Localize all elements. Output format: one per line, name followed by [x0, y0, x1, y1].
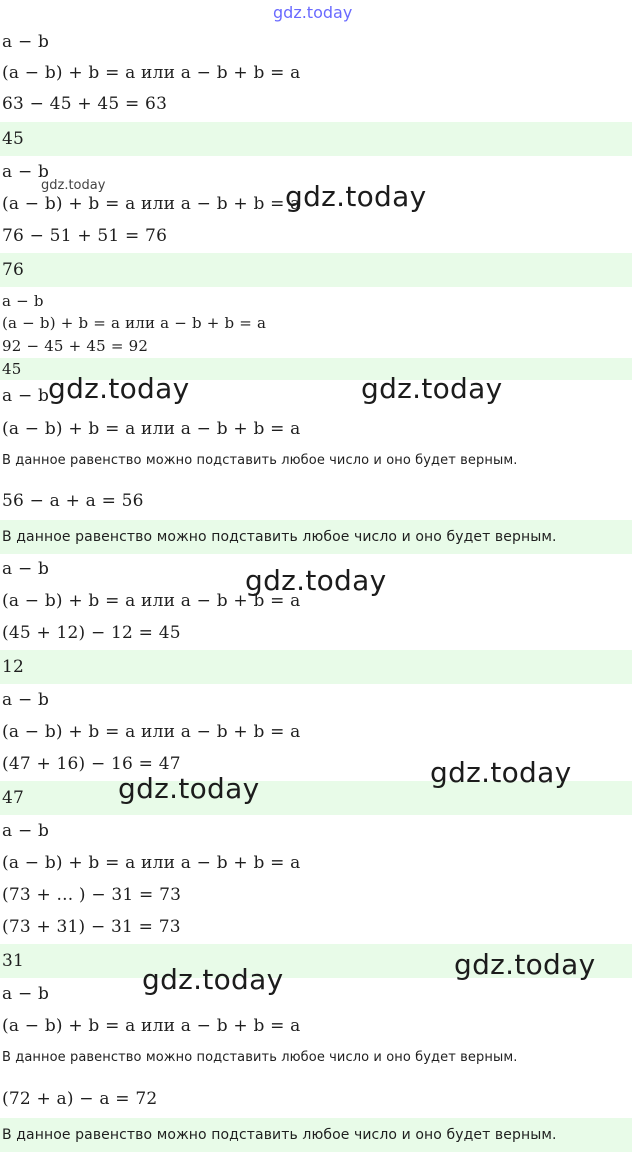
watermark-large: gdz.today [430, 756, 572, 789]
identity-line: (a − b) + b = a или a − b + b = a [2, 591, 301, 611]
equation-line: 76 − 51 + 51 = 76 [2, 226, 168, 246]
answer-row: 76 [0, 253, 632, 287]
expression-line: a − b [2, 690, 50, 710]
answer-row: 45 [0, 122, 632, 156]
watermark-large: gdz.today [48, 372, 190, 405]
expression-line: a − b [2, 386, 50, 406]
answer-row: В данное равенство можно подставить любое число и оно будет верным. [0, 520, 632, 554]
identity-line: (a − b) + b = a или a − b + b = a [2, 1016, 301, 1036]
identity-line: (a − b) + b = a или a − b + b = a [2, 722, 301, 742]
expression-line: a − b [2, 984, 50, 1004]
identity-line: (a − b) + b = a или a − b + b = a [2, 853, 301, 873]
watermark-large: gdz.today [361, 372, 503, 405]
watermark-large: gdz.today [142, 963, 284, 996]
note-line: В данное равенство можно подставить любое число и оно будет верным. [2, 453, 518, 468]
identity-line: (a − b) + b = a или a − b + b = a [2, 314, 267, 332]
equation-line: (73 + 31) − 31 = 73 [2, 917, 181, 937]
answer-row: 47 [0, 781, 632, 815]
watermark-large: gdz.today [245, 564, 387, 597]
watermark-header: gdz.today [273, 3, 353, 22]
expression-line: a − b [2, 559, 50, 579]
watermark-large: gdz.today [454, 948, 596, 981]
equation-line: 63 − 45 + 45 = 63 [2, 94, 168, 114]
answer-row: 45 [0, 358, 632, 380]
expression-line: a − b [2, 821, 50, 841]
expression-line: a − b [2, 162, 50, 182]
expression-line: a − b [2, 292, 44, 310]
equation-line: 56 − a + a = 56 [2, 491, 144, 511]
watermark-large: gdz.today [118, 772, 260, 805]
watermark-small: gdz.today [41, 178, 106, 193]
identity-line: (a − b) + b = a или a − b + b = a [2, 194, 301, 214]
equation-line: (72 + a) − a = 72 [2, 1089, 158, 1109]
note-line: В данное равенство можно подставить любое число и оно будет верным. [2, 1050, 518, 1065]
watermark-large: gdz.today [285, 180, 427, 213]
identity-line: (a − b) + b = a или a − b + b = a [2, 63, 301, 83]
equation-line: 92 − 45 + 45 = 92 [2, 337, 149, 355]
equation-line: (47 + 16) − 16 = 47 [2, 754, 181, 774]
equation-line: (73 + ... ) − 31 = 73 [2, 885, 182, 905]
identity-line: (a − b) + b = a или a − b + b = a [2, 419, 301, 439]
answer-row: 31 [0, 944, 632, 978]
equation-line: (45 + 12) − 12 = 45 [2, 623, 181, 643]
answer-row: В данное равенство можно подставить любое число и оно будет верным. [0, 1118, 632, 1152]
expression-line: a − b [2, 32, 50, 52]
answer-row: 12 [0, 650, 632, 684]
